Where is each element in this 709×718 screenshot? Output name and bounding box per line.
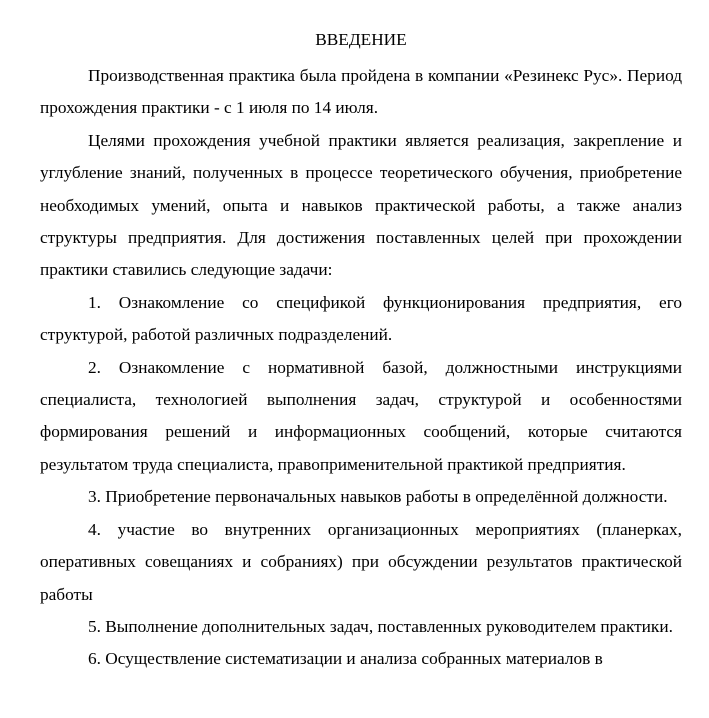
paragraph-intro: Производственная практика была пройдена в компании «Резинекс Рус». Период прохождения практики - с 1 июля по 14 июля. bbox=[40, 66, 682, 118]
task-item-3: 3. Приобретение первоначальных навыков работы в определённой должности. bbox=[88, 487, 668, 507]
task-item-6: 6. Осуществление систематизации и анализа собранных материалов в bbox=[88, 649, 603, 669]
task-item-1: 1. Ознакомление со спецификой функционирования предприятия, его структурой, работой различных подразделений. bbox=[40, 292, 682, 345]
task-item-4: 4. участие во внутренних организационных мероприятиях (планерках, оперативных совещаниях и собраниях) при обсуждении результатов практической работы bbox=[40, 519, 682, 604]
document-title: ВВЕДЕНИЕ bbox=[315, 30, 407, 49]
task-item-5: 5. Выполнение дополнительных задач, поставленных руководителем практики. bbox=[88, 616, 673, 636]
document-page bbox=[40, 28, 682, 676]
paragraph-goals: Целями прохождения учебной практики является реализация, закрепление и углубление знаний, полученных в процессе теоретического обучения, приобретение необходимых умений, опыта и навыков практической работы, а также анализ структуры предприятия. Для достижения поставленных целей при прохождении практики ставились следующие задачи: bbox=[40, 130, 682, 280]
task-item-2: 2. Ознакомление с нормативной базой, должностными инструкциями специалиста, технологией выполнения задач, структурой и особенностями формирования решений и информационных сообщений, которые считаются результатом труда специалиста, правоприменительной практикой предприятия. bbox=[40, 357, 682, 474]
